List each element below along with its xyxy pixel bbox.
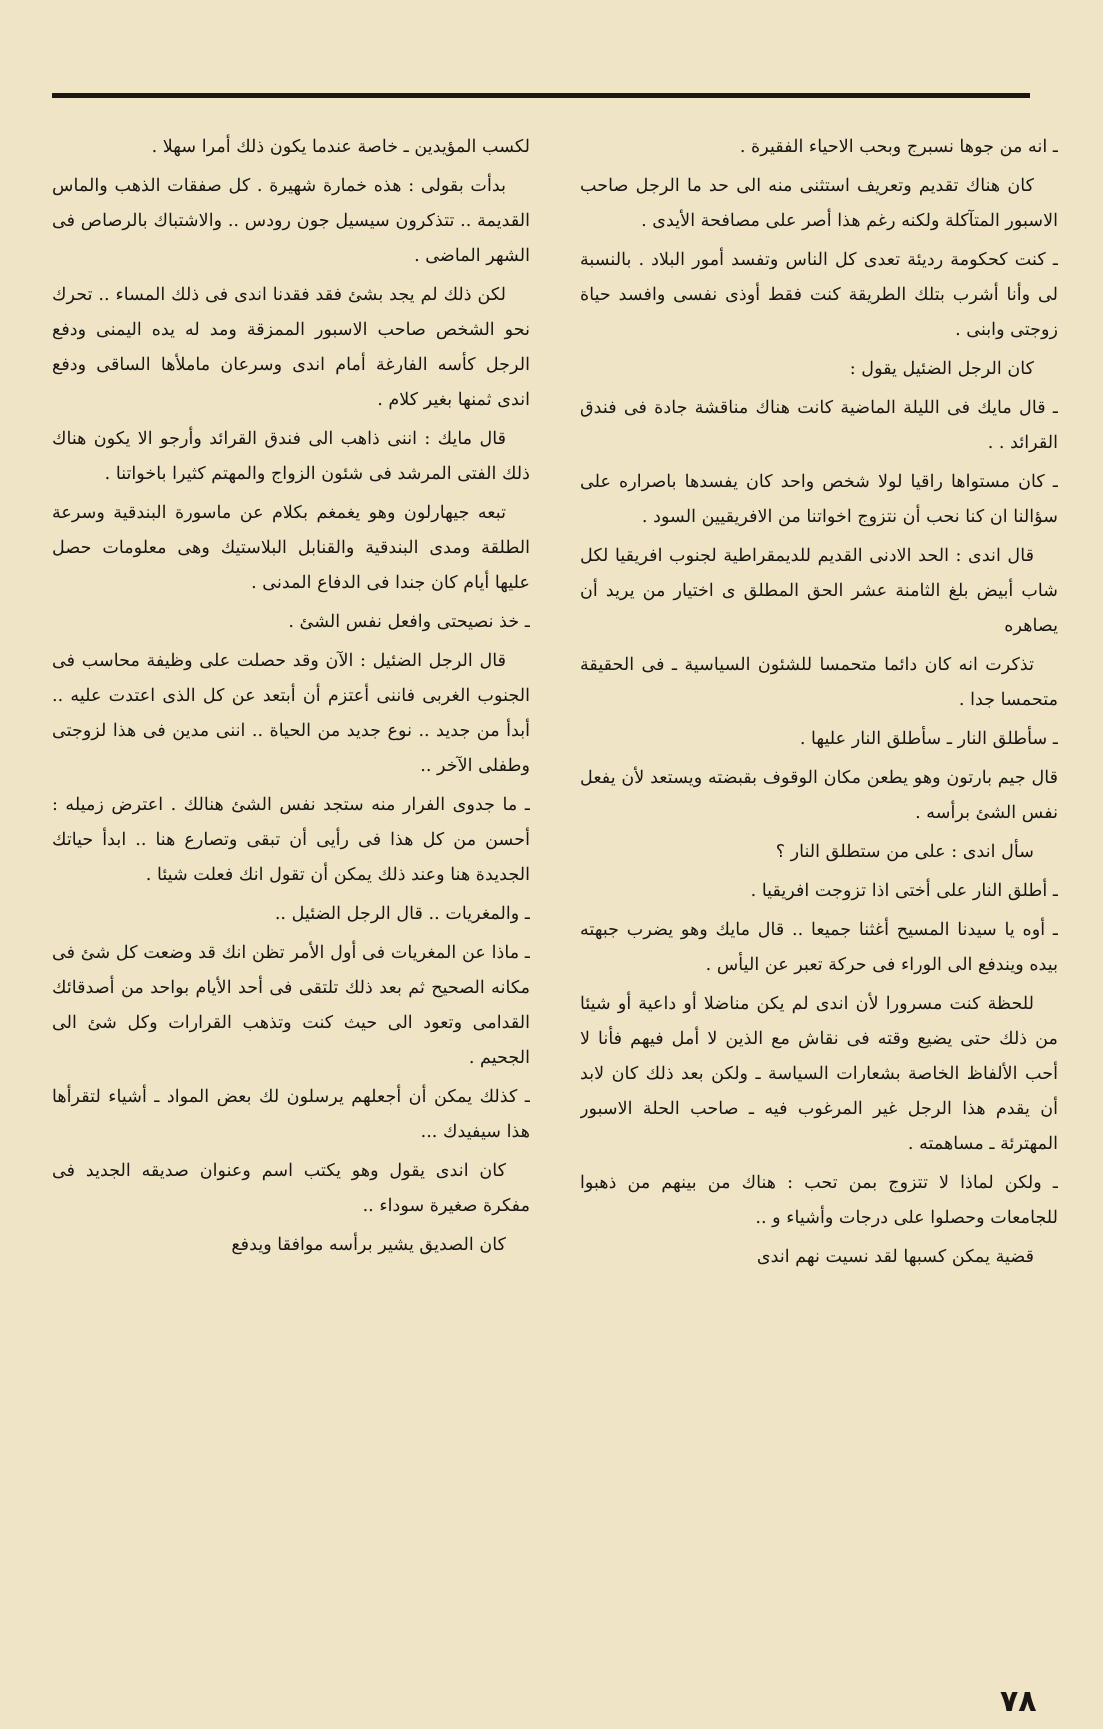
right-column: [580, 130, 1058, 1600]
top-rule: [52, 93, 1030, 98]
paragraph: ـ قال مايك فى الليلة الماضية كانت هناك مناقشة جادة فى فندق القرائد . .: [580, 398, 1058, 453]
paragraph: كان الصديق يشير برأسه موافقا ويدفع: [231, 1235, 506, 1255]
paragraph: قال اندى : الحد الادنى القديم للديمقراطية لجنوب افريقيا لكل شاب أبيض بلغ الثامنة عشر الحق المطلق ى اختيار من يريد أن يصاهره: [580, 546, 1058, 636]
paragraph: كان الرجل الضئيل يقول :: [849, 359, 1034, 379]
paragraph: سأل اندى : على من ستطلق النار ؟: [775, 842, 1034, 862]
paragraph: ـ كان مستواها راقيا لولا شخص واحد كان يفسدها باصراره على سؤالنا ان كنا نحب أن نتزوج اخواتنا من الافريقيين السود .: [580, 472, 1058, 527]
paragraph: لكن ذلك لم يجد بشئ فقد فقدنا اندى فى ذلك المساء .. تحرك نحو الشخص صاحب الاسبور الممزقة ومد له يده اليمنى ودفع الرجل كأسه الفارغة أمام اندى وسرعان ماملأها الساقى ودفع اندى ثمنها بغير كلام .: [52, 285, 530, 410]
page-number: ٧٨: [1000, 1684, 1037, 1719]
paragraph: كان اندى يقول وهو يكتب اسم وعنوان صديقه الجديد فى مفكرة صغيرة سوداء ..: [52, 1161, 530, 1216]
paragraph: ـ أوه يا سيدنا المسيح أغثنا جميعا .. قال مايك وهو يضرب جبهته بيده ويندفع الى الوراء فى حركة تعبر عن اليأس .: [580, 920, 1058, 975]
paragraph: تبعه جيهارلون وهو يغمغم بكلام عن ماسورة البندقية وسرعة الطلقة ومدى البندقية والقنابل البلاستيك وهى معلومات حصل عليها أيام كان جندا فى الدفاع المدنى .: [52, 503, 530, 593]
paragraph: ـ والمغريات .. قال الرجل الضئيل ..: [274, 904, 530, 924]
paragraph: ـ أطلق النار على أختى اذا تزوجت افريقيا .: [750, 881, 1058, 901]
paragraph: ـ كنت كحكومة رديئة تعدى كل الناس وتفسد أمور البلاد . بالنسبة لى وأنا أشرب بتلك الطريقة كنت فقط أوذى نفسى وافسد حياة زوجتى وابنى .: [580, 250, 1058, 340]
paragraph: ـ ما جدوى الفرار منه ستجد نفس الشئ هنالك . اعترض زميله : أحسن من كل هذا فى رأيى أن تبقى وتصارع هنا .. ابدأ حياتك الجديدة هنا وعند ذلك يمكن أن تقول انك فعلت شيئا .: [52, 795, 530, 885]
paragraph: ـ كذلك يمكن أن أجعلهم يرسلون لك بعض المواد ـ أشياء لتقرأها هذا سيفيدك ...: [52, 1087, 530, 1142]
paragraph: كان هناك تقديم وتعريف استثنى منه الى حد ما الرجل صاحب الاسبور المتآكلة ولكنه رغم هذا أصر على مصافحة الأيدى .: [580, 176, 1058, 231]
paragraph: ـ انه من جوها نسبرج وبحب الاحياء الفقيرة .: [739, 137, 1058, 157]
paragraph: قال جيم بارتون وهو يطعن مكان الوقوف بقبضته ويستعد لأن يفعل نفس الشئ برأسه .: [580, 768, 1058, 823]
paragraph: قال الرجل الضئيل : الآن وقد حصلت على وظيفة محاسب فى الجنوب الغربى فاننى أعتزم أن أبتعد عن كل الذى اعتدت عليه .. أبدأ من جديد .. نوع جديد من الحياة .. اننى مدين فى هذا لزوجتى وطفلى الآخر ..: [52, 651, 530, 776]
left-column: [52, 130, 530, 1600]
paragraph: تذكرت انه كان دائما متحمسا للشئون السياسية ـ فى الحقيقة متحمسا جدا .: [580, 655, 1058, 710]
paragraph: قضية يمكن كسبها لقد نسيت نهم اندى: [756, 1247, 1034, 1267]
paragraph: ـ ماذا عن المغريات فى أول الأمر تظن انك قد وضعت كل شئ فى مكانه الصحيح ثم بعد ذلك تلتقى فى أحد الأيام بواحد من أصدقائك القدامى وتعود الى حيث كنت وتذهب القرارات وكل شئ الى الجحيم .: [52, 943, 530, 1068]
paragraph: قال مايك : اننى ذاهب الى فندق القرائد وأرجو الا يكون هناك ذلك الفتى المرشد فى شئون الزواج والمهتم كثيرا باخواتنا .: [52, 429, 530, 484]
paragraph: بدأت بقولى : هذه خمارة شهيرة . كل صفقات الذهب والماس القديمة .. تتذكرون سيسيل جون رودس .. والاشتباك بالرصاص فى الشهر الماضى .: [52, 176, 530, 266]
paragraph: ـ سأطلق النار ـ سأطلق النار عليها .: [799, 729, 1058, 749]
paragraph: ـ ولكن لماذا لا تتزوج بمن تحب : هناك من بينهم من ذهبوا للجامعات وحصلوا على درجات وأشياء و ..: [580, 1173, 1058, 1228]
paragraph: لكسب المؤيدين ـ خاصة عندما يكون ذلك أمرا سهلا .: [151, 137, 530, 157]
paragraph: ـ خذ نصيحتى وافعل نفس الشئ .: [288, 612, 530, 632]
paragraph: للحظة كنت مسرورا لأن اندى لم يكن مناضلا أو داعية أو شيئا من ذلك حتى يضيع وقته فى نقاش مع الذين لا أمل فيهم فأنا لا أحب الألفاظ الخاصة بشعارات السياسة ـ ولكن بعد ذلك كان لابد أن يقدم هذا الرجل غير المرغوب فيه ـ صاحب الحلة الاسبور المهترئة ـ مساهمته .: [580, 994, 1058, 1154]
